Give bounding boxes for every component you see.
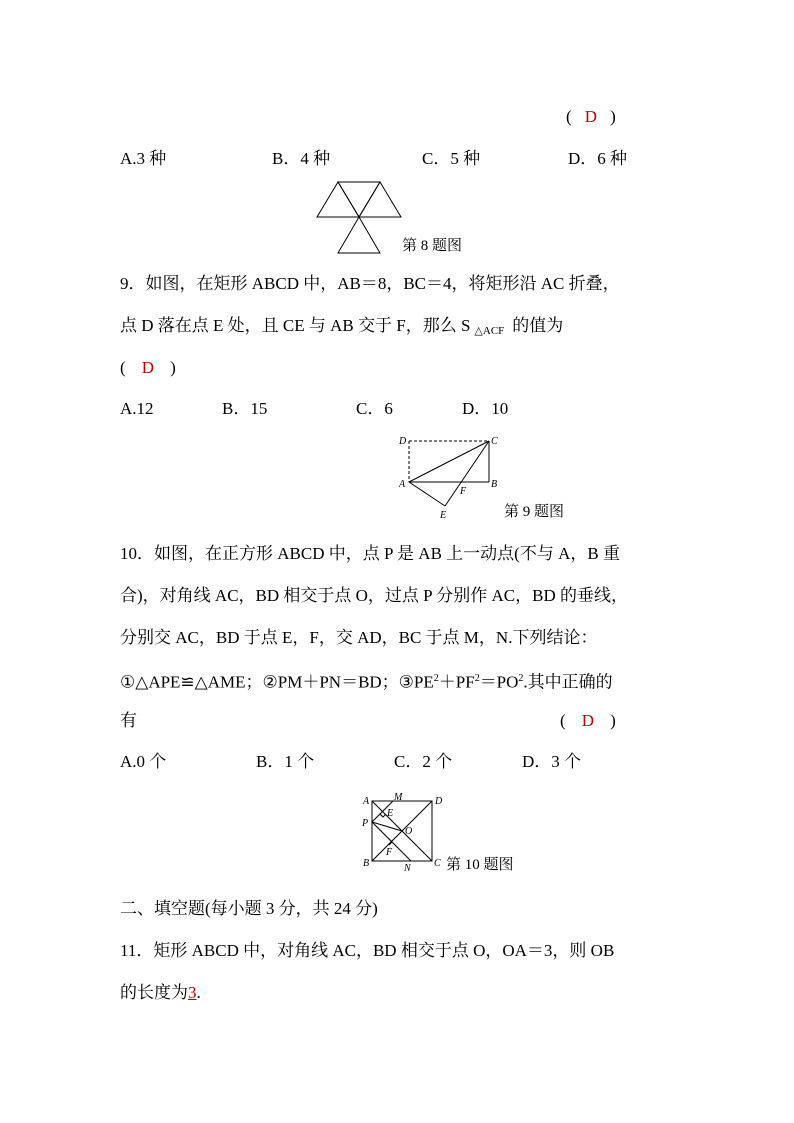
paren-close: ) (610, 107, 616, 126)
q8-option-c: C．5 种 (422, 149, 481, 168)
q10-label-m: M (394, 792, 403, 803)
q10-label-b: B (363, 858, 370, 869)
q8-option-d: D．6 种 (568, 149, 628, 168)
q8-figure (316, 180, 404, 256)
q9-area-subscript: △ACF (474, 325, 505, 337)
q8-triangle-bottom (338, 217, 380, 253)
q8-answer: D (584, 107, 598, 126)
q8-answer-bracket (566, 106, 616, 128)
q10-right-angle-e (380, 814, 386, 817)
q10-line4 (120, 668, 613, 694)
paren-open: ( (120, 358, 126, 377)
q10-line1: 10．如图，在正方形 ABCD 中，点 P 是 AB 上一动点(不与 A，B 重 (120, 544, 620, 563)
q10-answer-bracket (560, 710, 616, 732)
q9-label-b: B (491, 479, 498, 490)
q10-label-f: F (386, 847, 393, 858)
q11-line2-period: . (196, 983, 201, 1002)
q8-option-a: A.3 种 (120, 149, 167, 168)
q10-label-n: N (404, 863, 411, 874)
section2-heading: 二、填空题(每小题 3 分，共 24 分) (120, 899, 378, 918)
q9-option-d: D．10 (462, 399, 509, 418)
q10-caption: 第 10 题图 (446, 857, 514, 873)
q8-triangle-right (359, 182, 401, 217)
paren-close: ) (170, 358, 176, 377)
paren-open: ( (560, 711, 566, 730)
q10-figure (358, 792, 448, 876)
q10-sup-2: 2 (474, 673, 480, 684)
q9-option-a: A.12 (120, 399, 154, 418)
q10-conclusions-d: .其中正确的 (523, 672, 613, 692)
q9-label-e: E (440, 510, 447, 521)
q9-answer: D (141, 358, 155, 377)
q10-line2: 合)，对角线 AC，BD 相交于点 O，过点 P 分别作 AC，BD 的垂线， (120, 586, 628, 605)
q9-answer-bracket (120, 357, 176, 379)
q9-edge-ae (409, 482, 445, 506)
q10-option-c: C．2 个 (394, 752, 453, 771)
q8-caption: 第 8 题图 (402, 238, 463, 254)
q10-label-c: C (434, 858, 441, 869)
q8-triangle-left (317, 182, 359, 217)
q8-option-b: B．4 种 (272, 149, 331, 168)
q9-line1: 9．如图，在矩形 ABCD 中，AB＝8，BC＝4，将矩形沿 AC 折叠， (120, 274, 620, 293)
q11-line2 (120, 982, 201, 1004)
q9-label-a: A (399, 479, 406, 490)
q10-line3: 分别交 AC，BD 于点 E，F，交 AD，BC 于点 M，N.下列结论： (120, 628, 598, 647)
q10-conclusions-c: ＝PO (479, 672, 519, 692)
q10-line5: 有 (120, 711, 137, 730)
q10-option-d: D．3 个 (522, 752, 582, 771)
q10-conclusions-a: ①△APE≌△AME；②PM＋PN＝BD；③PE (120, 672, 434, 692)
q10-sup-1: 2 (433, 673, 439, 684)
q9-figure (396, 432, 508, 522)
q9-diagonal-ac (409, 441, 489, 482)
q9-label-f: F (460, 486, 467, 497)
q9-caption: 第 9 题图 (504, 504, 565, 520)
q10-conclusions-b: ＋PF (438, 672, 475, 692)
q10-label-p: P (362, 818, 369, 829)
q9-line2-text: 点 D 落在点 E 处，且 CE 与 AB 交于 F，那么 S (120, 316, 471, 335)
q9-label-d: D (399, 436, 407, 447)
q10-answer: D (581, 711, 595, 730)
q9-option-b: B．15 (222, 399, 268, 418)
q10-label-o: O (405, 826, 413, 837)
q9-option-c: C．6 (356, 399, 393, 418)
paren-close: ) (610, 711, 616, 730)
q10-label-e: E (387, 808, 394, 819)
q9-label-c: C (491, 436, 498, 447)
q9-line2-tail: 的值为 (512, 316, 564, 335)
q11-answer: 3 (188, 983, 197, 1002)
q10-label-a: A (363, 796, 370, 807)
q10-option-a: A.0 个 (120, 752, 167, 771)
paren-open: ( (566, 107, 572, 126)
q8-triangle-top-center (338, 182, 380, 217)
q10-option-b: B．1 个 (256, 752, 315, 771)
q9-line2 (120, 315, 563, 342)
q11-line1: 11．矩形 ABCD 中，对角线 AC，BD 相交于点 O，OA＝3，则 OB (120, 941, 615, 960)
q9-edge-ec (445, 441, 489, 506)
q10-sup-3: 2 (518, 673, 524, 684)
q10-label-d: D (435, 796, 443, 807)
q11-line2-text: 的长度为 (120, 983, 188, 1002)
